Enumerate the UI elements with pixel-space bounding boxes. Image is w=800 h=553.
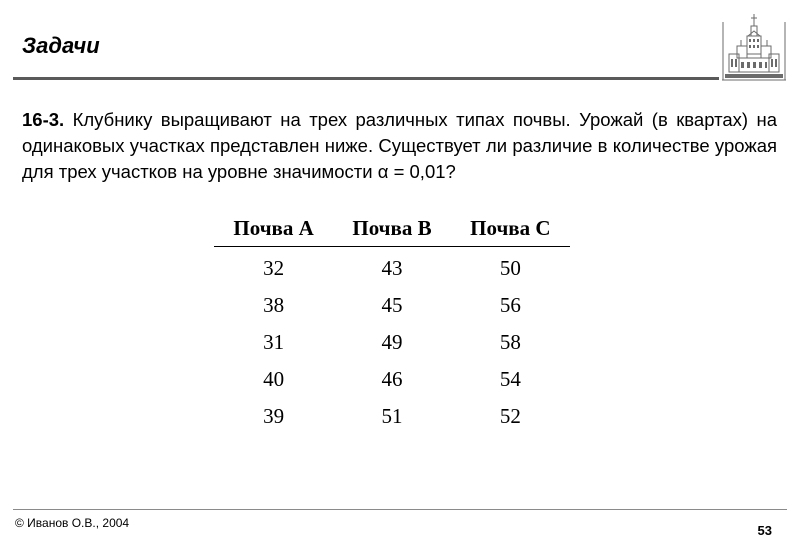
table-row — [214, 398, 570, 435]
table-row — [214, 247, 570, 288]
footer-divider — [13, 509, 787, 510]
problem-statement — [22, 107, 777, 185]
table-cell: 40 — [263, 367, 285, 391]
column-header: Почва B — [333, 210, 451, 247]
table-row — [214, 287, 570, 324]
table-cell: 58 — [499, 330, 521, 354]
table-cell: 49 — [381, 330, 403, 354]
column-header: Почва C — [451, 210, 570, 247]
table-cell: 51 — [381, 404, 403, 428]
table-cell: 54 — [499, 367, 521, 391]
problem-number: 16-3. — [22, 109, 65, 130]
soil-yield-table — [214, 210, 570, 435]
table-cell: 39 — [263, 404, 285, 428]
table-cell: 43 — [381, 256, 403, 280]
copyright: © Иванов О.В., 2004 — [15, 516, 130, 530]
table-header-row — [214, 210, 570, 247]
table-cell: 32 — [263, 256, 285, 280]
column-header: Почва A — [214, 210, 333, 247]
table-cell: 38 — [263, 293, 285, 317]
table-cell: 56 — [499, 293, 521, 317]
title-divider — [13, 77, 719, 80]
slide-title: Задачи — [22, 33, 100, 58]
table-row — [214, 324, 570, 361]
table-cell: 31 — [263, 330, 285, 354]
table-cell: 46 — [381, 367, 403, 391]
page-number: 53 — [757, 523, 772, 538]
university-building-logo — [721, 14, 787, 84]
table-cell: 45 — [381, 293, 403, 317]
problem-text: Клубнику выращивают на трех различных типах почвы. Урожай (в квартах) на одинаковых участках представлен ниже. Существует ли различие в количестве урожая для трех участков на уровне значимости α = 0,01? — [22, 109, 777, 182]
table-cell: 50 — [499, 256, 521, 280]
table-cell: 52 — [499, 404, 521, 428]
table-row — [214, 361, 570, 398]
